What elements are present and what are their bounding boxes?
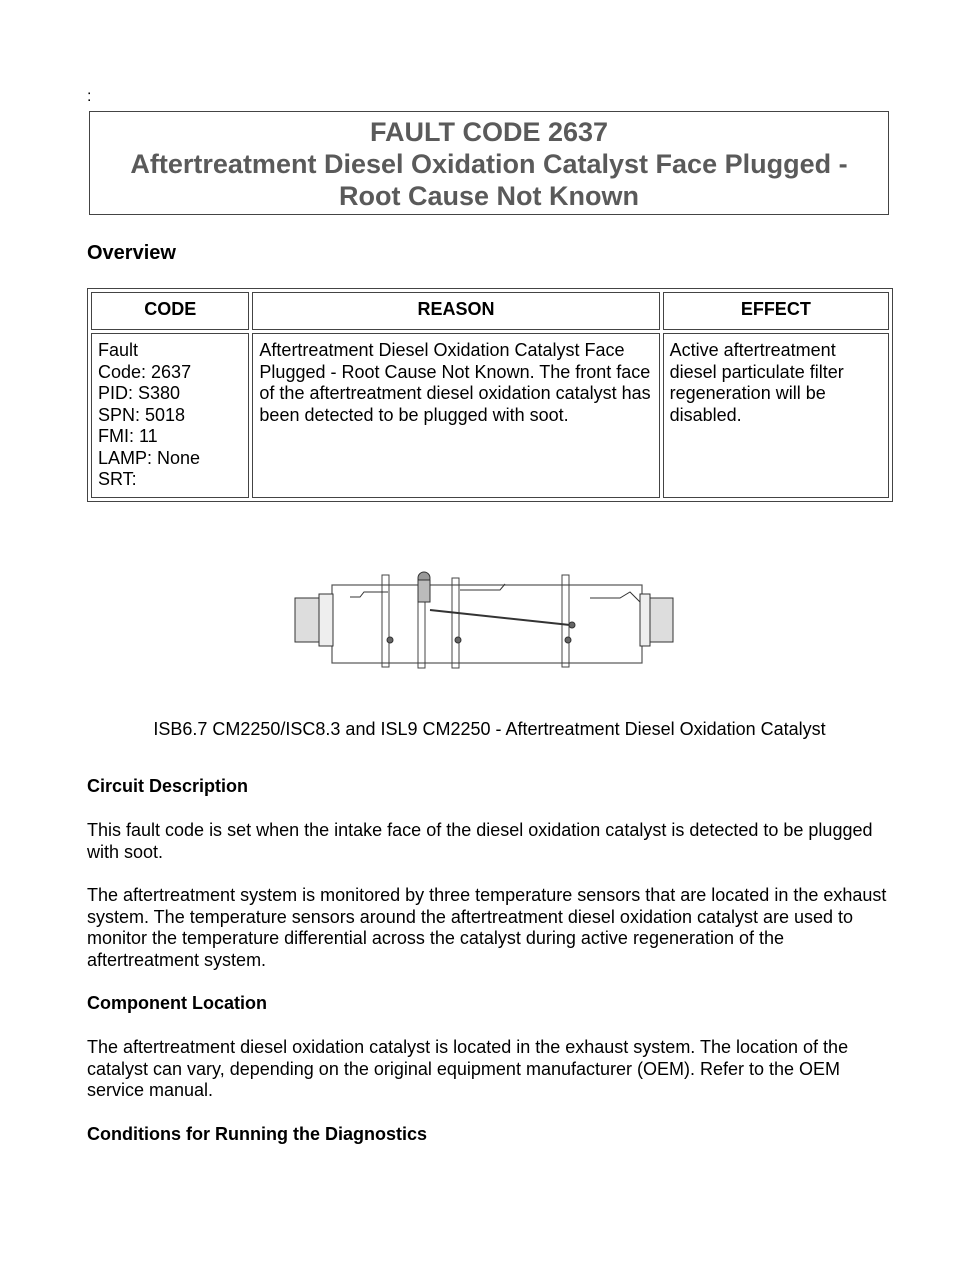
- figure-caption: ISB6.7 CM2250/ISC8.3 and ISL9 CM2250 - Aftertreatment Diesel Oxidation Catalyst: [153, 719, 826, 739]
- code-line: PID: S380: [98, 383, 181, 403]
- fault-title-line-1: FAULT CODE 2637: [369, 117, 609, 147]
- effect-cell: Active aftertreatment diesel particulate filter regeneration will be disabled.: [663, 333, 889, 498]
- code-line: LAMP: None: [98, 447, 201, 468]
- overview-table: [87, 288, 893, 502]
- code-line: Code: 2637: [98, 361, 192, 382]
- reason-header: REASON: [252, 292, 659, 330]
- code-line: Fault: [98, 340, 139, 360]
- code-line: SPN: 5018: [98, 404, 186, 425]
- code-cell: [91, 333, 249, 498]
- code-line: FMI: 11: [98, 426, 158, 446]
- circuit-description-heading: Circuit Description: [87, 776, 249, 796]
- circuit-paragraph-1: This fault code is set when the intake face of the diesel oxidation catalyst is detected to be plugged with soot.: [87, 820, 873, 862]
- clamp-band: [382, 575, 389, 667]
- inlet-cone: [319, 594, 333, 646]
- sensor-module: [418, 580, 430, 602]
- table-header-row: [91, 292, 889, 330]
- reason-cell: Aftertreatment Diesel Oxidation Catalyst Face Plugged - Root Cause Not Known. The front face of the aftertreatment diesel oxidation catalyst has been detected to be plugged with soot.: [252, 333, 659, 498]
- sensor-wire: [590, 592, 640, 602]
- clamp-band: [562, 575, 569, 667]
- component-location-heading: Component Location: [87, 993, 267, 1013]
- sensor-tip: [565, 637, 571, 643]
- overview-heading: Overview: [87, 242, 176, 264]
- sensor-tip: [387, 637, 393, 643]
- table-row: [91, 333, 889, 498]
- conditions-heading: Conditions for Running the Diagnostics: [87, 1124, 427, 1144]
- catalyst-body: [332, 585, 642, 663]
- sensor-tube: [430, 610, 570, 625]
- catalyst-diagram: [290, 570, 680, 700]
- sensor-tip: [455, 637, 461, 643]
- effect-header: EFFECT: [663, 292, 889, 330]
- clamp-band: [452, 578, 459, 668]
- sensor-tip: [569, 622, 575, 628]
- inlet-flange: [295, 598, 321, 642]
- component-paragraph: The aftertreatment diesel oxidation catalyst is located in the exhaust system. The location of the catalyst can vary, depending on the original equipment manufacturer (OEM). Refer to the OEM service manual.: [87, 1037, 849, 1100]
- code-header: CODE: [91, 292, 249, 330]
- fault-title-line-3: Root Cause Not Known: [339, 181, 639, 211]
- code-line: SRT:: [98, 469, 137, 489]
- page-colon: :: [87, 88, 92, 105]
- outlet-cone: [640, 594, 650, 646]
- circuit-paragraph-2: The aftertreatment system is monitored by three temperature sensors that are located in the exhaust system. The temperature sensors around the aftertreatment diesel oxidation catalyst are used to monitor the temperature differential across the catalyst during active regeneration of the aftertreatment system.: [87, 885, 887, 970]
- outlet-flange: [647, 598, 673, 642]
- fault-title-line-2: Aftertreatment Diesel Oxidation Catalyst Face Plugged -: [130, 149, 848, 179]
- fault-title-box: [89, 111, 889, 215]
